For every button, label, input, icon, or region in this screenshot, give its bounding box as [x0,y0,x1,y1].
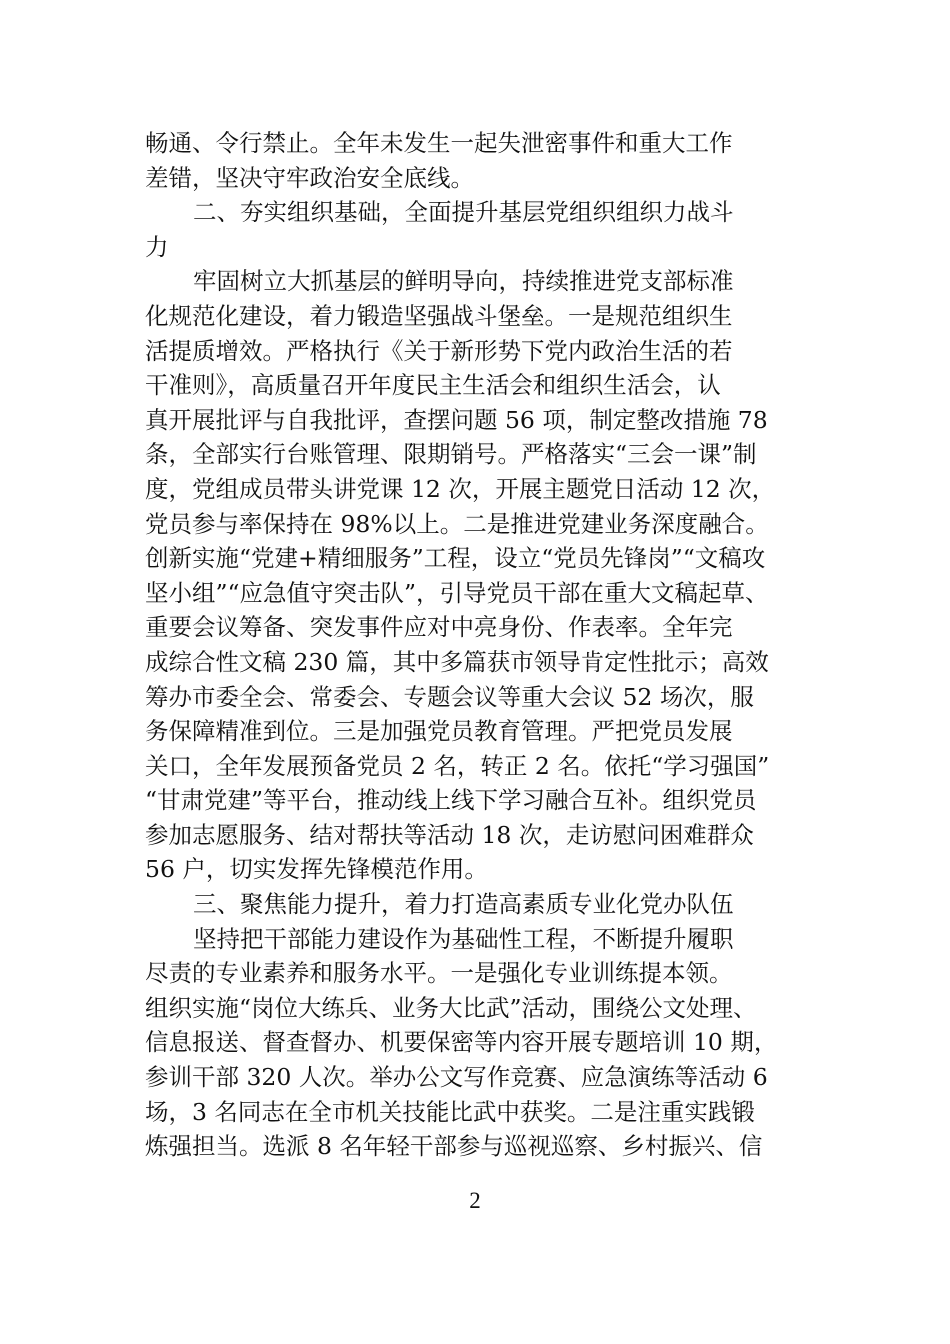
text-line: 炼强担当。选派 8 名年轻干部参与巡视巡察、乡村振兴、信 [145,1132,763,1161]
text-line: 筹办市委全会、常委会、专题会议等重大会议 52 场次，服 [145,682,754,711]
text-line: 度，党组成员带头讲党课 12 次，开展主题党日活动 12 次， [145,474,776,503]
text-line: 化规范化建设，着力锻造坚强战斗堡垒。一是规范组织生 [145,301,733,330]
text-line: 56 户，切实发挥先锋模范作用。 [145,855,488,884]
text-line: 关口，全年发展预备党员 2 名，转正 2 名。依托“学习强国” [145,751,770,780]
text-line: 坚小组”“应急值守突击队”，引导党员干部在重大文稿起草、 [145,578,769,607]
text-line: 重要会议筹备、突发事件应对中亮身份、作表率。全年完 [145,613,733,642]
document-body [145,126,835,1164]
text-line: 务保障精准到位。三是加强党员教育管理。严把党员发展 [145,717,733,746]
section-heading-3: 三、聚焦能力提升，着力打造高素质专业化党办队伍 [193,890,734,919]
section-heading-2: 二、夯实组织基础，全面提升基层党组织组织力战斗 [193,198,734,227]
text-line: 党员参与率保持在 98%以上。二是推进党建业务深度融合。 [145,509,769,538]
text-line: 信息报送、督查督办、机要保密等内容开展专题培训 10 期， [145,1028,778,1057]
text-line: 参加志愿服务、结对帮扶等活动 18 次，走访慰问困难群众 [145,820,754,849]
text-line: “甘肃党建”等平台，推动线上线下学习融合互补。组织党员 [145,786,757,815]
text-line: 真开展批评与自我批评，查摆问题 56 项，制定整改措施 78 [145,405,768,434]
text-line: 干准则》，高质量召开年度民主生活会和组织生活会，认 [145,371,721,400]
text-line: 畅通、令行禁止。全年未发生一起失泄密事件和重大工作 [145,129,733,157]
section-heading-2-cont: 力 [145,232,169,261]
text-line: 场，3 名同志在全市机关技能比武中获奖。二是注重实践锻 [145,1097,755,1126]
text-line: 差错，坚决守牢政治安全底线。 [145,163,474,192]
text-line: 组织实施“岗位大练兵、业务大比武”活动，围绕公文处理、 [145,993,757,1022]
paragraph-start: 坚持把干部能力建设作为基础性工程，不断提升履职 [193,924,734,953]
text-line: 条，全部实行台账管理、限期销号。严格落实“三会一课”制 [145,440,757,469]
text-line: 活提质增效。严格执行《关于新形势下党内政治生活的若 [145,336,733,365]
page-number: 2 [469,1188,481,1213]
text-line: 创新实施“党建+精细服务”工程，设立“党员先锋岗”“文稿攻 [145,544,766,573]
paragraph-start: 牢固树立大抓基层的鲜明导向，持续推进党支部标准 [193,267,734,296]
text-line: 参训干部 320 人次。举办公文写作竞赛、应急演练等活动 6 [145,1063,768,1092]
text-line: 尽责的专业素养和服务水平。一是强化专业训练提本领。 [145,959,733,988]
text-line: 成综合性文稿 230 篇，其中多篇获市领导肯定性批示；高效 [145,647,769,676]
